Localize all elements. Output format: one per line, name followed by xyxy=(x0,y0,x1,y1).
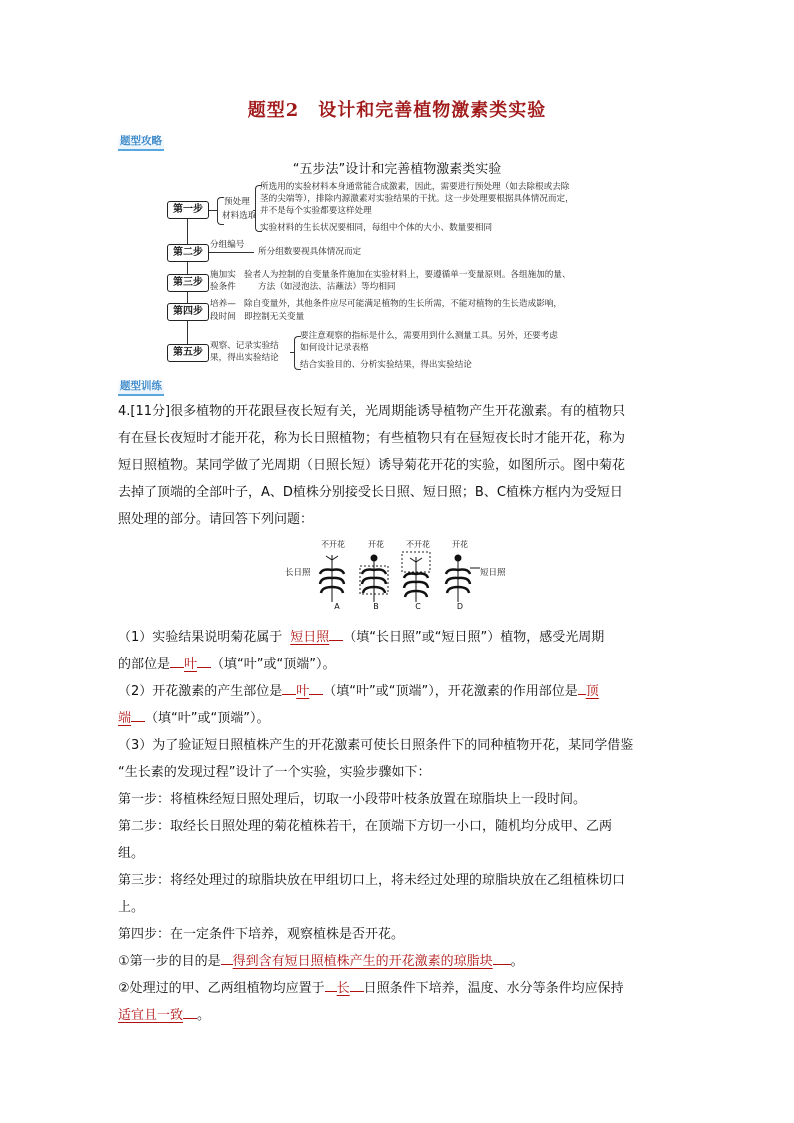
answer-c2-prefix: ②处理过的甲、乙两组植物均应置于 xyxy=(118,981,325,996)
plant-b-label: B xyxy=(373,602,379,611)
answer-2-value-2a: 顶 xyxy=(585,684,599,699)
step4-label-2: 段时间 xyxy=(210,312,236,322)
plant-d-label: D xyxy=(456,602,464,611)
step1-text-3: 并不是每个实验都要这样处理 xyxy=(260,206,372,216)
step2-text-1: 所分组数要视具体情况而定 xyxy=(258,247,362,257)
step3-text-1: 验者人为控制的自变量条件施加在实验材料上，要遵循单一变量原则。各组施加的量、 xyxy=(244,270,571,280)
step5-text-3: 结合实验目的、分析实验结果，得出实验结论 xyxy=(300,360,472,370)
step4-text-2: 即控制无关变量 xyxy=(244,312,305,322)
answer-c1-value: 得到含有短日照植株产生的开花激素的琼脂块 xyxy=(232,954,493,969)
plant-c xyxy=(404,557,428,602)
plant-a xyxy=(320,555,344,602)
answer-c2-value: 长 xyxy=(336,981,350,996)
plant-a-top-label: 不开花 xyxy=(321,540,345,549)
step-box-5: 第五步 xyxy=(167,344,209,362)
question-line-1: 4.[11分]很多植物的开花跟昼夜长短有关，光周期能诱导植物产生开花激素。有的植物只 xyxy=(118,404,626,419)
answer-c2b-line xyxy=(118,1002,678,1029)
answer-1b-line xyxy=(118,651,678,678)
plant-a-label: A xyxy=(334,602,340,611)
step2-connector xyxy=(209,252,254,253)
step5-label-2: 果，得出实验结论 xyxy=(210,353,279,363)
answer-2-prefix: （2）开花激素的产生部位是 xyxy=(118,684,283,699)
answer-c1-line xyxy=(118,948,678,975)
plant-b-top-label: 开花 xyxy=(368,540,384,549)
answer-c1-prefix: ①第一步的目的是 xyxy=(118,954,221,969)
question-line-4: 去掉了顶端的全部叶子，A、D植株分别接受长日照、短日照；B、C植株方框内为受短日 xyxy=(118,485,623,500)
plant-d-top-label: 开花 xyxy=(452,540,468,549)
step1-text-4: 实验材料的生长状况要相同，每组中个体的大小、数量要相同 xyxy=(260,223,493,233)
question-line-3: 短日照植物。某同学做了光周期（日照长短）诱导菊花开花的实验，如图所示。图中菊花 xyxy=(118,458,626,473)
plants-drawing xyxy=(310,548,480,604)
step-box-4: 第四步 xyxy=(167,303,209,321)
answer-2-value-2b: 端 xyxy=(118,711,132,726)
step1-label-1: 预处理 xyxy=(224,197,250,207)
answer-c1-suffix: 。 xyxy=(510,954,524,969)
step-box-3: 第三步 xyxy=(167,274,209,292)
step1-text-2: 茎的尖端等），排除内源激素对实验结果的干扰。这一步处理要根据具体情况而定， xyxy=(260,194,574,204)
answer-1b-value: 叶 xyxy=(184,657,198,672)
step1-text-1: 所选用的实验材料本身通常能合成激素，因此，需要进行预处理（如去除根或去除 xyxy=(260,182,570,192)
plant-c-label: C xyxy=(415,602,421,611)
short-day-label: 短日照 xyxy=(480,568,506,578)
step1-label-2: 材料选取 xyxy=(222,211,257,221)
step3-text-2: 方法（如浸泡法、沾蘸法）等均相同 xyxy=(258,282,396,292)
answer-1a-line xyxy=(118,624,678,651)
long-day-label: 长日照 xyxy=(285,568,311,578)
question-line-2: 有在昼长夜短时才能开花，称为长日照植物；有些植物只有在昼短夜长时才能开花，称为 xyxy=(118,431,626,446)
step-1-text: 第一步：将植株经短日照处理后，切取一小段带叶枝条放置在琼脂块上一段时间。 xyxy=(118,792,587,807)
answer-2-middle: （填“叶”或“顶端”），开花激素的作用部位是 xyxy=(323,684,578,699)
training-tag: 题型训练 xyxy=(118,378,164,396)
flowchart-title: “五步法”设计和完善植物激素类实验 xyxy=(292,162,502,177)
plant-d xyxy=(446,555,480,602)
answer-1a-suffix: （填“长日照”或“短日照”）植物，感受光周期 xyxy=(343,630,605,645)
answer-1b-suffix: （填“叶”或“顶端”）。 xyxy=(211,657,336,672)
answer-1a-prefix: （1）实验结果说明菊花属于 xyxy=(118,630,283,645)
step5-text-2: 如何设计记录表格 xyxy=(300,343,369,353)
answer-c2b-suffix: 。 xyxy=(197,1008,211,1023)
step-3-text-b: 上。 xyxy=(118,900,145,915)
step2-label: 分组编号 xyxy=(210,240,245,250)
step4-label-1: 培养— xyxy=(210,299,236,309)
page-title: 题型2 设计和完善植物激素类实验 xyxy=(247,100,547,121)
step3-label-1: 施加实 xyxy=(210,270,236,280)
answer-2b-line xyxy=(118,705,678,732)
step-2-text-b: 组。 xyxy=(118,846,145,861)
answer-1b-prefix: 的部位是 xyxy=(118,657,171,672)
step-box-2: 第二步 xyxy=(167,244,209,262)
step-box-1: 第一步 xyxy=(167,201,209,219)
answer-2-line xyxy=(118,678,678,705)
answer-c2-suffix: 日照条件下培养，温度、水分等条件均应保持 xyxy=(363,981,624,996)
step3-label-2: 验条件 xyxy=(210,282,236,292)
step5-text-1: 要注意观察的指标是什么，需要用到什么测量工具。另外，还要考虑 xyxy=(300,331,558,341)
step-4-text: 第四步：在一定条件下培养，观察植株是否开花。 xyxy=(118,927,405,942)
strategy-tag: 题型攻略 xyxy=(118,133,164,151)
answer-c2-line xyxy=(118,975,678,1002)
answer-1a-value: 短日照 xyxy=(290,630,330,645)
plant-c-top-label: 不开花 xyxy=(406,540,430,549)
answer-c2b-value: 适宜且一致 xyxy=(118,1008,184,1023)
question-3-line-2: “生长素的发现过程”设计了一个实验，实验步骤如下： xyxy=(118,765,431,780)
answer-2-suffix: （填“叶”或“顶端”）。 xyxy=(145,711,270,726)
question-line-5: 照处理的部分。请回答下列问题： xyxy=(118,512,314,527)
step5-label-1: 观察、记录实验结 xyxy=(210,341,279,351)
step1-connector xyxy=(209,210,217,211)
step4-text-1: 除自变量外，其他条件应尽可能满足植物的生长所需，不能对植物的生长造成影响， xyxy=(244,299,562,309)
question-3-line-1: （3）为了验证短日照植株产生的开花激素可使长日照条件下的同种植物开花，某同学借鉴 xyxy=(118,738,634,753)
plant-b xyxy=(362,555,386,602)
step-3-text-a: 第三步：将经处理过的琼脂块放在甲组切口上，将未经过处理的琼脂块放在乙组植株切口 xyxy=(118,873,626,888)
answer-2-value-1: 叶 xyxy=(296,684,310,699)
step-2-text-a: 第二步：取经长日照处理的菊花植株若干，在顶端下方切一小口，随机均分成甲、乙两 xyxy=(118,819,613,834)
